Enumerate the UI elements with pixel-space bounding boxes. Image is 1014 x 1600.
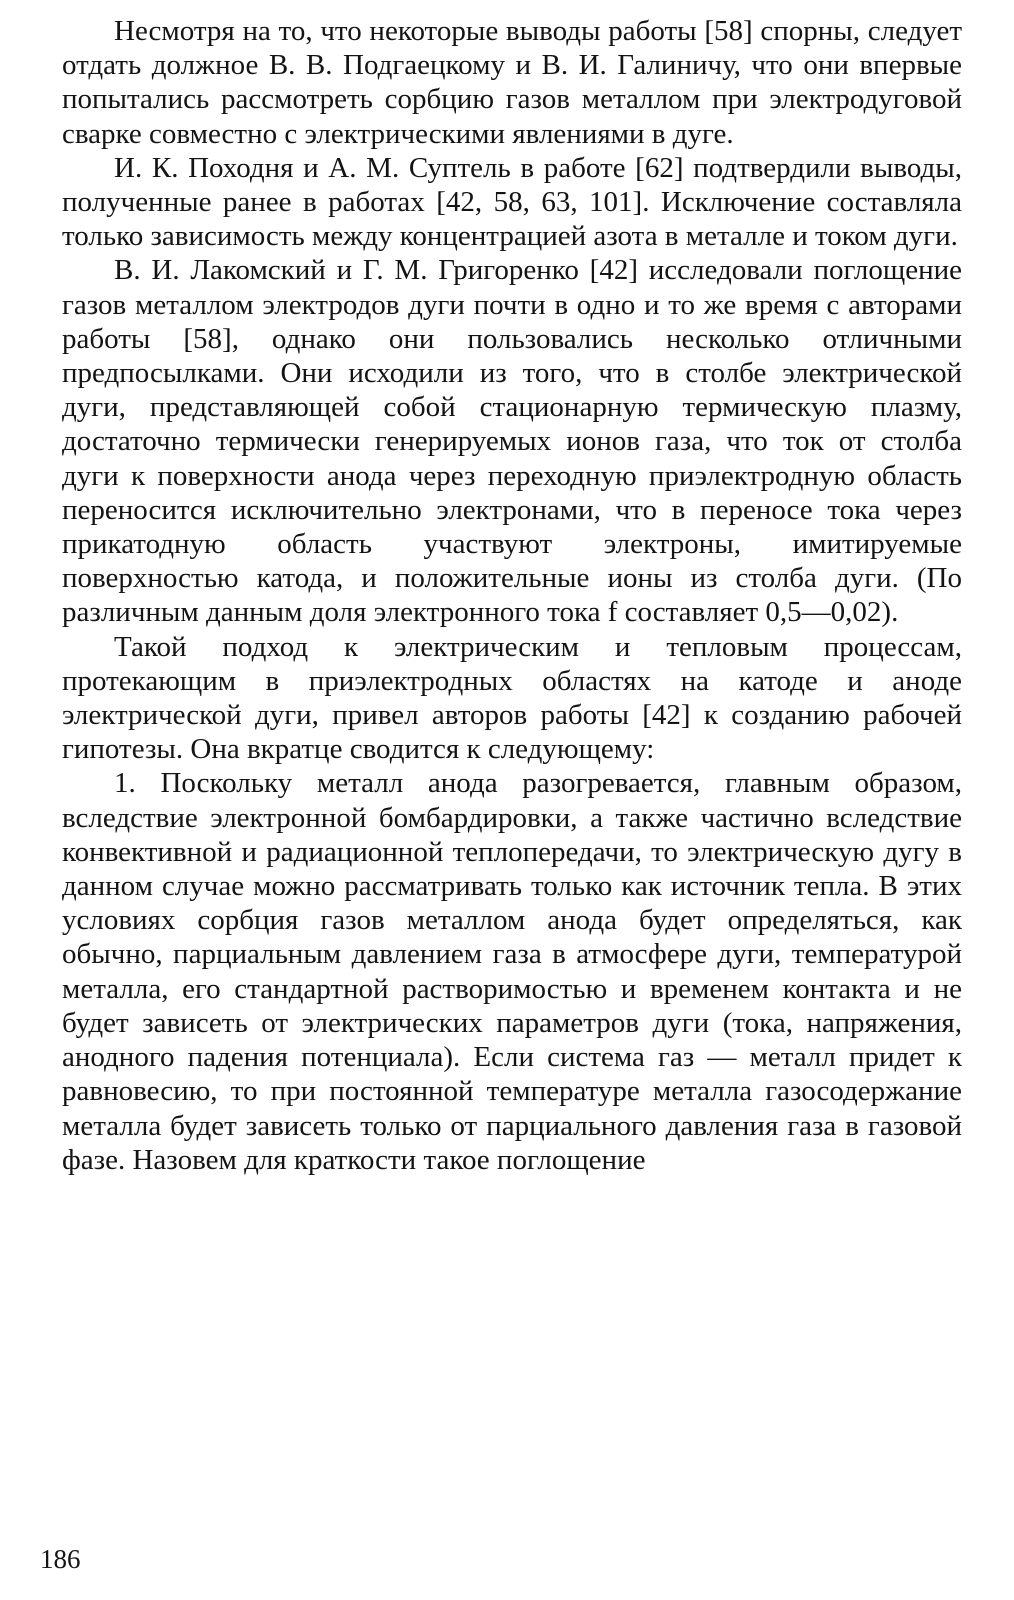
paragraph-hypothesis-intro: Такой подход к электрическим и тепловым процессам, протекающим в приэлектродных областях на катоде и аноде электрической дуги, привел авторов работы [42] к созданию рабочей гипотезы. Она вкратце сводится к следующему: [62,630,962,766]
page-body [62,14,962,1177]
paragraph-hypothesis-point-1: 1. Поскольку металл анода разогревается, главным образом, вследствие электронной бомбардировки, а также частично вследствие конвективной и радиационной теплопередачи, то электрическую дугу в данном случае можно рассматривать только как источник тепла. В этих условиях сорбция газов металлом анода будет определяться, как обычно, парциальным давлением газа в атмосфере дуги, температурой металла, его стандартной растворимостью и временем контакта и не будет зависеть от электрических параметров дуги (тока, напряжения, анодного падения потенциала). Если система газ — металл придет к равновесию, то при постоянной температуре металла газосодержание металла будет зависеть только от парциального давления газа в газовой фазе. Назовем для краткости такое поглощение [62,767,962,1176]
page-number: 186 [40,1544,81,1574]
paragraph-pokhodnya: И. К. Походня и А. М. Суптель в работе [62] подтвердили выводы, полученные ранее в работах [42, 58, 63, 101]. Исключение составляла только зависимость между концентрацией азота в металле и током дуги. [62,151,962,253]
paragraph-podgaetsky: Несмотря на то, что некоторые выводы работы [58] спорны, следует отдать должное В. В. Подгаецкому и В. И. Галиничу, что они впервые попытались рассмотреть сорбцию газов металлом при электродуговой сварке совместно с электрическими явлениями в дуге. [62,15,962,150]
paragraph-lakomsky: В. И. Лакомский и Г. М. Григоренко [42] исследовали поглощение газов металлом электродов дуги почти в одно и то же время с авторами работы [58], однако они пользовались несколько отличными предпосылками. Они исходили из того, что в столбе электрической дуги, представляющей собой стационарную термическую плазму, достаточно термически генерируемых ионов газа, что ток от столба дуги к поверхности анода через переходную приэлектродную область переносится исключительно электронами, что в переносе тока через прикатодную область участвуют электроны, имитируемые поверхностью катода, и положительные ионы из столба дуги. (По различным данным доля электронного тока f составляет 0,5—0,02). [62,254,962,629]
